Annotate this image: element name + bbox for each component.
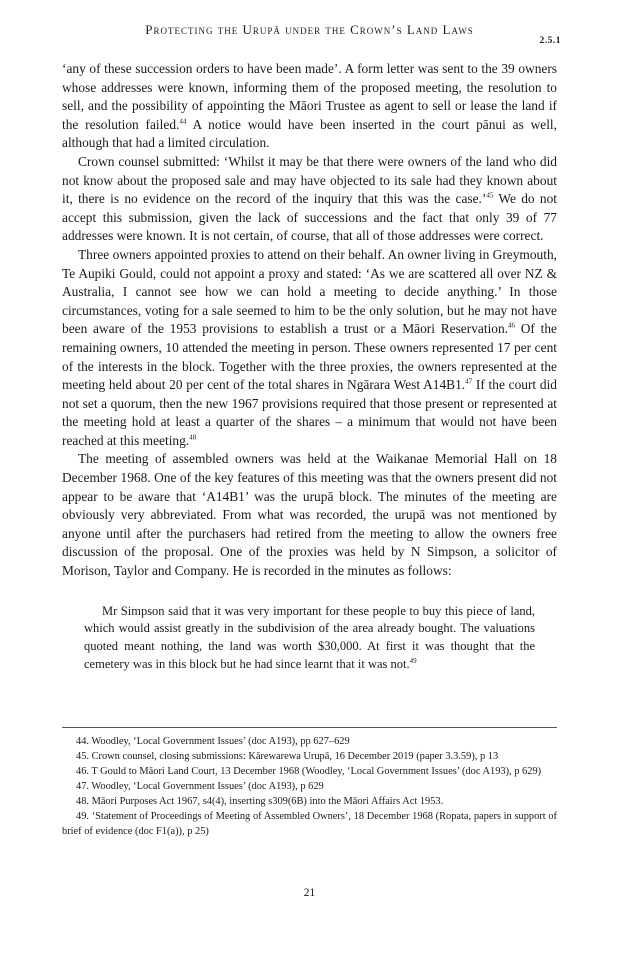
footnote: 46. T Gould to Māori Land Court, 13 December 1968 (Woodley, ‘Local Government Issues’ (doc A193), p 629) xyxy=(76,766,542,777)
footnote: 48. Māori Purposes Act 1967, s4(4), inserting s309(6B) into the Māori Affairs Act 1953. xyxy=(76,796,444,807)
paragraph: The meeting of assembled owners was held at the Waikanae Memorial Hall on 18 December 1968. One of the key features of this meeting was that the owners present did not appear to be aware that ‘A14B1’ was the urupā block. The minutes of the meeting are obviously very abbreviated. From what was recorded, the urupā was not mentioned by anyone until after the purchasers had retired from the meeting to allow the owners free discussion of the proposal. One of the proxies was held by N Simpson, a solicitor of Morison, Taylor and Company. He is recorded in the minutes as follows: xyxy=(62,451,557,579)
footnote: 47. Woodley, ‘Local Government Issues’ (doc A193), p 629 xyxy=(76,781,324,792)
paragraph: ‘any of these succession orders to have been made’. A form letter was sent to the 39 owners whose addresses were known, informing them of the proposed meeting, the resolution to sell, and the possibility of appointing the Māori Trustee as agent to sell or lease the land if the resolution failed.$^{44}$ A notice would have been inserted in the court pānui as well, although that had a limited circulation. xyxy=(62,61,557,151)
section-number: 2.5.1 xyxy=(539,36,561,46)
footnote-ref[interactable]: 44 xyxy=(179,117,187,126)
footnote-ref[interactable]: 49 xyxy=(409,656,417,665)
footnote-ref[interactable]: 48 xyxy=(189,433,197,442)
footnotes xyxy=(62,734,557,839)
body-text xyxy=(62,60,557,674)
paragraph: Three owners appointed proxies to attend on their behalf. An owner living in Greymouth, Te Aupiki Gould, could not appoint a proxy and stated: ‘As we are scattered all over NZ & Australia, I cannot see how we can hold a meeting to decide anything.’ In those circumstances, voting for a sale seemed to him to be the only solution, but he may not have been aware of the 1953 provisions to establish a trust or a Māori Reservation.$^{46}$ Of the remaining owners, 10 attended the meeting in person. These owners represented 17 per cent of the interests in the block. Together with the three proxies, the owners represented at the meeting held about 20 per cent of the total shares in Ngārara West A14B1.47 If the court did not set a quorum, then the new 1967 provisions required that those present or represented at the meeting hold at least a quarter of the shares – a minimum that would not have been reached at this meeting.$^{48}$ xyxy=(62,246,557,448)
running-head: Protecting the Urupā under the Crown’s Land Laws xyxy=(145,22,474,37)
footnote: 49. ‘Statement of Proceedings of Meeting of Assembled Owners’, 18 December 1968 (Ropata, papers in support of brief of evidence (doc F1(a)), p 25) xyxy=(62,811,557,837)
footnote-ref[interactable]: 45 xyxy=(486,191,494,200)
footnote: 44. Woodley, ‘Local Government Issues’ (doc A193), pp 627–629 xyxy=(76,736,350,747)
document-page xyxy=(62,0,561,955)
footnote-ref[interactable]: 47 xyxy=(465,377,473,386)
block-quote: Mr Simpson said that it was very important for these people to buy this piece of land, which would assist greatly in the subdivision of the area already bought. The valuations quoted meant nothing, the land was worth $30,000. At first it was thought that the cemetery was in this block but he had since learnt that it was not.$^{49}$ xyxy=(84,603,535,672)
paragraph: Crown counsel submitted: ‘Whilst it may be that there were owners of the land who did not know about the proposed sale and may have objected to its sale had they known about it, there is no evidence on the record of the inquiry that this was the case.’$^{45}$ We do not accept this submission, given the lack of successions and the fact that only 39 of 77 addresses were known. It is not certain, of course, that all of those addresses were correct. xyxy=(62,153,558,244)
page-number: 21 xyxy=(303,887,316,899)
footnote-ref[interactable]: 46 xyxy=(508,321,516,330)
footnote-divider xyxy=(62,727,557,728)
footnote: 45. Crown counsel, closing submissions: Kārewarewa Urupā, 16 December 2019 (paper 3.3.59), p 13 xyxy=(76,751,499,762)
